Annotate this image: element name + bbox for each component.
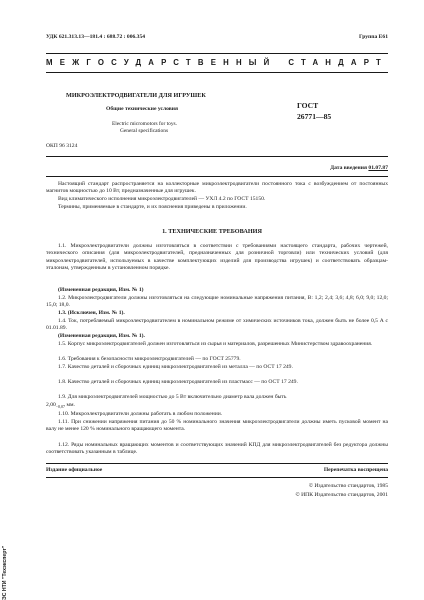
udk-code: УДК 621.313.13—181.4 : 688.72 : 006.354 [46,34,146,40]
shaft-diameter-unit: мм. [66,402,75,408]
clause-1-5: 1.5. Корпус микроэлектродвигателей должен изготовляться из сырья и материалов, разрешенных Министерством здравоохранения. [58,341,373,347]
intro-rule [46,176,388,177]
copyright-2001: © ИПК Издательство стандартов, 2001 [295,492,388,498]
group-code: Группа Е61 [358,34,388,40]
clause-1-3: 1.3. (Исключен, Изм. № 1). [58,310,125,316]
clause-1-9: 1.9. Для микроэлектродвигателей мощностью до 5 Вт включительно диаметр вала должен быть [58,394,287,400]
clause-1-7: 1.7. Качество деталей и сборочных единиц микроэлектродвигателей из металла — по ОСТ 17 249. [58,364,293,370]
side-stamp: ЭС НТИ "Техэксперт" [2,545,8,600]
document-subtitle: Общие технические условия [106,106,179,112]
intro-date-label: Дата введения [330,165,368,171]
shaft-diameter-tolerance: −0,07 [55,404,66,410]
official-edition: Издание официальное [46,467,103,473]
footer-rule [46,463,388,464]
clause-1-4: 1.4. Ток, потребляемый микроэлектродвигателем в номинальном режиме от химических источников тока, должен быть не более 0,5 А с 01.01.89. [46,318,388,332]
document-title: МИКРОЭЛЕКТРОДВИГАТЕЛИ ДЛЯ ИГРУШЕК [66,92,206,99]
clause-1-11: 1.11. При снижении напряжения питания до 50 % номинального значения микроэлектродвигатели должны иметь пусковой момент на валу не менее 120 % номинального вращающего момента. [46,419,388,433]
title-rule [46,156,388,157]
clause-1-8: 1.8. Качество деталей и сборочных единиц микроэлектродвигателей из пластмасс — по ОСТ 17 249. [58,379,298,385]
clause-1-6: 1.6. Требования к безопасности микроэлектродвигателей — по ГОСТ 25779. [58,356,241,362]
english-title-line1: Electric micromotors for toys. [112,121,177,127]
intro-paragraph-3: Термины, применяемые в стандарте, и их пояснения приведены в приложении. [58,204,247,210]
introduction-date [330,165,388,172]
banner-rule [46,72,388,73]
intro-paragraph-2: Вид климатического исполнения микроэлектродвигателей — УХЛ 4.2 по ГОСТ 15150. [58,196,266,202]
reprint-prohibited: Перепечатка воспрещена [323,467,388,473]
top-rule [46,53,388,54]
okp-code: ОКП 96 3124 [46,143,78,149]
copyright-1985: © Издательство стандартов, 1985 [308,483,388,489]
clause-1-1: 1.1. Микроэлектродвигатели должны изготовляться в соответствии с требованиями настоящего стандарта, рабочих чертежей, технического описания (для микроэлектродвигателей, предназначенных для розничной торговли) или технических условий (для микроэлектродвигателей, используемых в качестве комплектующих изделий для производства игрушек) и соответствовать образцам-эталонам, утвержденным в установленном порядке. [46,243,388,272]
clause-1-2: 1.2. Микроэлектродвигатели должны изготовляться на следующие номинальные напряжения питания, В: 1,2; 2,4; 3,6; 4,8; 6,0; 9,0; 12,0; 15,0; 18,0. [46,295,388,309]
clause-1-10: 1.10. Микроэлектродвигатели должны работать в любом положении. [58,411,223,417]
gost-label: ГОСТ [297,101,319,110]
section-heading: 1. ТЕХНИЧЕСКИЕ ТРЕБОВАНИЯ [162,228,262,235]
standard-banner: МЕЖГОСУДАРСТВЕННЫЙ СТАНДАРТ [46,58,388,67]
clause-1-4-note: (Измененная редакция, Изм. № 1). [58,333,145,339]
footer-rule-2 [46,477,388,478]
gost-number: 26771—85 [297,112,332,121]
english-title-line2: General specifications [120,128,169,134]
intro-paragraph-1: Настоящий стандарт распространяется на коллекторные микроэлектродвигатели постоянного тока с возбуждением от постоянных магнитов мощностью до 10 Вт, предназначенные для игрушек. [46,181,388,195]
clause-1-12: 1.12. Ряды номинальных вращающих моментов и соответствующих значений КПД для микроэлектродвигателей без редуктора должны соответствовать указанным в таблице. [46,442,388,456]
clause-1-1-note: (Измененная редакция, Изм. № 1) [58,287,144,293]
clause-1-9-dimension [46,402,75,411]
intro-date-value: 01.07.87 [368,165,388,171]
shaft-diameter-value: 2,00 [46,402,56,408]
